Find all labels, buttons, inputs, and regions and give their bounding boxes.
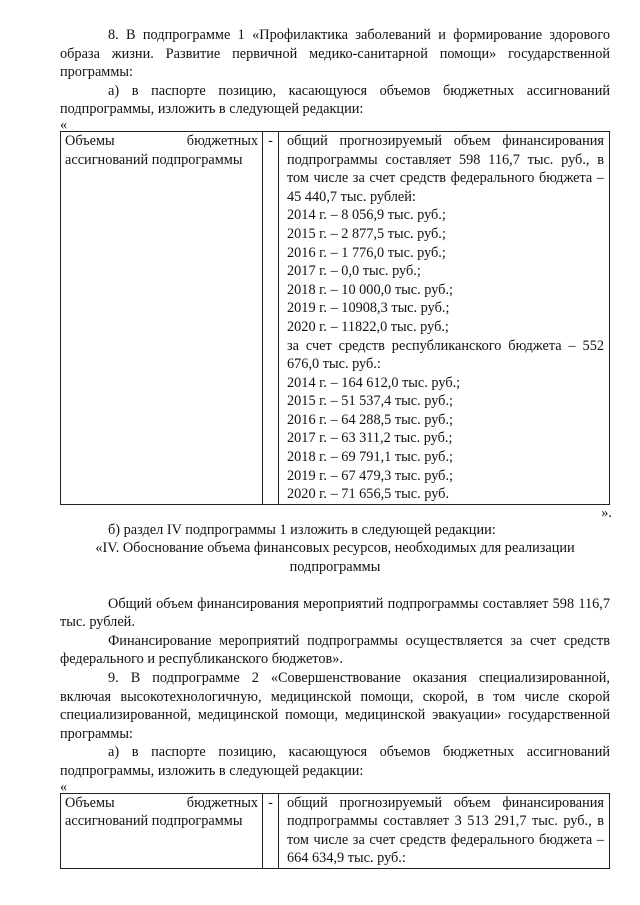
budget-value-cell: общий прогнозируемый объем финансирования подпрограммы составляет 3 513 291,7 тыс. руб., в том числе за счет средств федерального бюджета – 664 634,9 тыс. руб.: (279, 793, 610, 868)
section9-intro: 9. В подпрограмме 2 «Совершенствование оказания специализированной, включая высокотехнологичную, медицинской помощи, скорой, в том числе скорой специализированной, медицинской помощи, медицинской эвакуации» государственной программы: (60, 670, 610, 742)
section9-item-a: а) в паспорте позицию, касающуюся объемов бюджетных ассигнований подпрограммы, изложить в следующей редакции: (60, 744, 610, 779)
quote-open-mark: « (60, 116, 68, 133)
section8-para-financing: Финансирование мероприятий подпрограммы осуществляется за счет средств федерального и республиканского бюджетов». (60, 632, 610, 668)
budget-table-subprogram-2 (60, 793, 610, 869)
section8-item-b: б) раздел IV подпрограммы 1 изложить в следующей редакции: (108, 521, 496, 538)
quote-close-mark: ». (601, 504, 612, 521)
federal-year-line: 2016 г. – 1 776,0 тыс. руб.; (287, 244, 446, 261)
budget-label-cell: Объемы бюджетных ассигнований подпрограммы (61, 793, 263, 868)
republic-year-line: 2018 г. – 69 791,1 тыс. руб.; (287, 449, 453, 466)
republic-year-line: 2014 г. – 164 612,0 тыс. руб.; (287, 374, 461, 391)
federal-year-line: 2019 г. – 10908,3 тыс. руб.; (287, 300, 450, 317)
federal-year-line: 2017 г. – 0,0 тыс. руб.; (287, 263, 421, 280)
document-page (60, 26, 610, 869)
budget-table-subprogram-1 (60, 131, 610, 505)
republic-lead-text: за счет средств республиканского бюджета – 552 676,0 тыс. руб.: (287, 337, 604, 373)
federal-year-line: 2015 г. – 2 877,5 тыс. руб.; (287, 225, 446, 242)
dash-cell: - (263, 131, 279, 504)
table-row (61, 793, 610, 868)
spacer (60, 577, 610, 595)
republic-year-line: 2017 г. – 63 311,2 тыс. руб.; (287, 430, 453, 447)
section8-para-total: Общий объем финансирования мероприятий подпрограммы составляет 598 116,7 тыс. рублей. (60, 595, 610, 631)
section8-intro: 8. В подпрограмме 1 «Профилактика заболеваний и формирование здорового образа жизни. Развитие первичной медико-санитарной помощи» государственной программы: (60, 27, 610, 81)
republic-year-line: 2019 г. – 67 479,3 тыс. руб.; (287, 467, 453, 484)
republic-year-line: 2020 г. – 71 656,5 тыс. руб. (287, 486, 450, 503)
federal-year-line: 2020 г. – 11822,0 тыс. руб.; (287, 318, 449, 335)
table-row (61, 131, 610, 504)
quote-open-mark: « (60, 778, 68, 795)
republic-year-line: 2016 г. – 64 288,5 тыс. руб.; (287, 411, 453, 428)
dash-cell: - (263, 793, 279, 868)
federal-year-line: 2014 г. – 8 056,9 тыс. руб.; (287, 207, 446, 224)
section8-item-a: а) в паспорте позицию, касающуюся объемов бюджетных ассигнований подпрограммы, изложить в следующей редакции: (60, 82, 610, 118)
budget-value-cell (279, 131, 610, 504)
republic-year-line: 2015 г. – 51 537,4 тыс. руб.; (287, 393, 453, 410)
federal-year-line: 2018 г. – 10 000,0 тыс. руб.; (287, 281, 453, 298)
budget-label-cell: Объемы бюджетных ассигнований подпрограммы (61, 131, 263, 504)
section-iv-heading: «IV. Обоснование объема финансовых ресурсов, необходимых для реализации подпрограммы (95, 540, 575, 576)
budget-lead-text: общий прогнозируемый объем финансирования подпрограммы составляет 598 116,7 тыс. руб., в том числе за счет средств федерального бюджета – 45 440,7 тыс. рублей: (287, 132, 604, 205)
